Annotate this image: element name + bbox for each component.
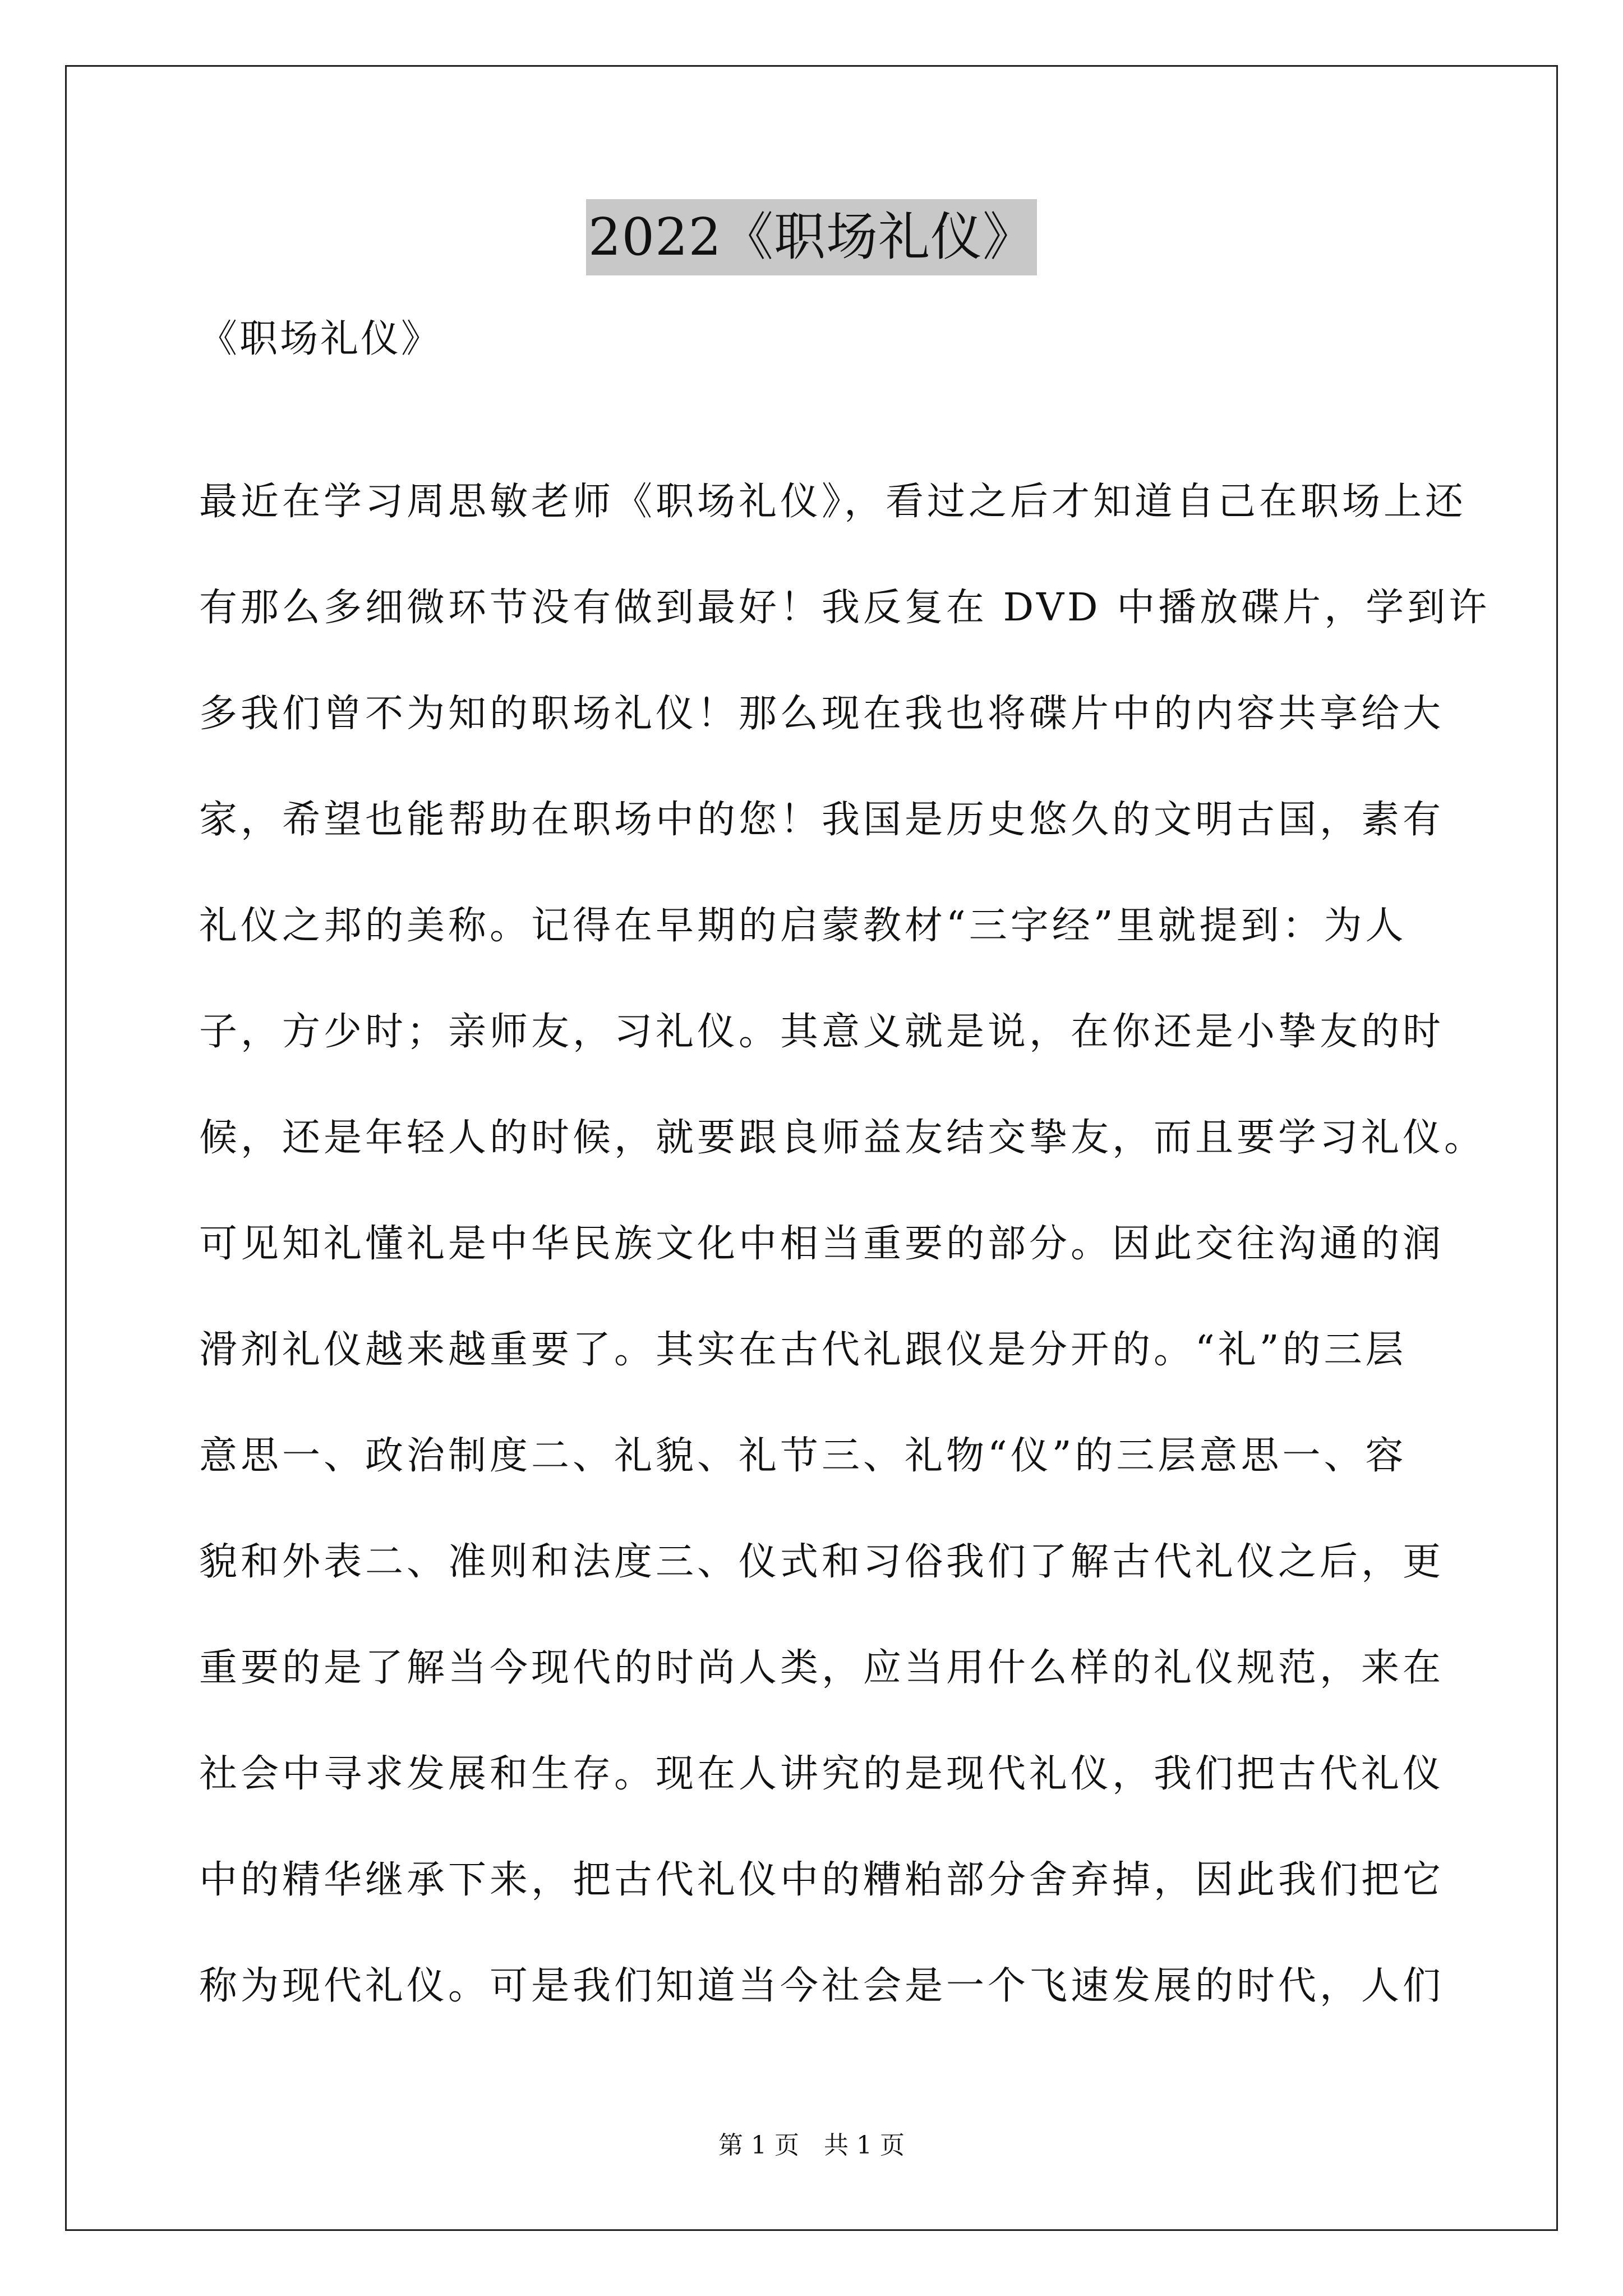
text-line: 家，希望也能帮助在职场中的您！我国是历史悠久的文明古国，素有	[199, 798, 1445, 842]
title-container	[0, 199, 1623, 275]
text-line: 子，方少时；亲师友，习礼仪。其意义就是说，在你还是小挚友的时	[199, 1010, 1445, 1054]
document-subheading: 《职场礼仪》	[199, 317, 442, 361]
text-line: 滑剂礼仪越来越重要了。其实在古代礼跟仪是分开的。“礼”的三层	[199, 1328, 1407, 1372]
document-title: 2022《职场礼仪》	[586, 199, 1037, 275]
text-line: 重要的是了解当今现代的时尚人类，应当用什么样的礼仪规范，来在	[199, 1646, 1445, 1690]
text-line: 有那么多细微环节没有做到最好！我反复在 DVD 中播放碟片，学到许	[199, 586, 1491, 630]
text-line: 意思一、政治制度二、礼貌、礼节三、礼物“仪”的三层意思一、容	[199, 1434, 1407, 1478]
text-line: 貌和外表二、准则和法度三、仪式和习俗我们了解古代礼仪之后，更	[199, 1540, 1445, 1584]
text-line: 称为现代礼仪。可是我们知道当今社会是一个飞速发展的时代，人们	[199, 1964, 1445, 2008]
text-line: 可见知礼懂礼是中华民族文化中相当重要的部分。因此交往沟通的润	[199, 1222, 1445, 1266]
text-line: 多我们曾不为知的职场礼仪！那么现在我也将碟片中的内容共享给大	[199, 692, 1445, 736]
body-paragraph	[199, 449, 1489, 2039]
text-line: 礼仪之邦的美称。记得在早期的启蒙教材“三字经”里就提到：为人	[199, 904, 1407, 948]
page-footer: 第 1 页 共 1 页	[718, 2131, 905, 2160]
text-line: 候，还是年轻人的时候，就要跟良师益友结交挚友，而且要学习礼仪。	[199, 1116, 1486, 1160]
text-line: 中的精华继承下来，把古代礼仪中的糟粕部分舍弃掉，因此我们把它	[199, 1858, 1445, 1902]
text-line: 最近在学习周思敏老师《职场礼仪》，看过之后才知道自己在职场上还	[199, 480, 1467, 524]
text-line: 社会中寻求发展和生存。现在人讲究的是现代礼仪，我们把古代礼仪	[199, 1752, 1445, 1796]
